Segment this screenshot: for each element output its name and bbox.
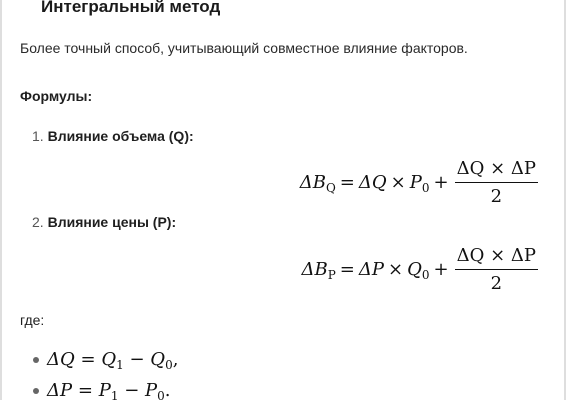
math-sub: 0: [421, 268, 430, 282]
math-term: Q: [407, 259, 422, 280]
math-sub: 0: [157, 389, 165, 403]
math-punct: ,: [172, 349, 179, 370]
math-op: −: [124, 380, 140, 401]
math-eq: =: [339, 172, 355, 193]
math-sub: 1: [110, 389, 119, 403]
fraction-denominator: 2: [490, 273, 503, 294]
math-term: ΔQ: [358, 172, 387, 193]
formula-price: [301, 245, 538, 294]
bullet-delta-p: [33, 380, 171, 401]
math-sub: 1: [116, 358, 124, 372]
section-title: Интегральный метод: [41, 0, 221, 16]
fraction-numerator: ΔQ × ΔP: [455, 158, 538, 183]
math-op: ×: [390, 172, 406, 193]
math-term: P: [409, 172, 422, 193]
fraction-numerator: ΔQ × ΔP: [455, 245, 538, 270]
math-term: Q: [101, 349, 117, 370]
math-eq: =: [80, 349, 96, 370]
list-number: 1.: [32, 128, 44, 144]
math-eq: =: [77, 380, 93, 401]
math-op: −: [129, 349, 145, 370]
math-punct: .: [164, 380, 171, 401]
bullet-delta-q: [33, 349, 178, 370]
math-fraction: [455, 245, 538, 294]
math-term: P: [98, 380, 111, 401]
math-sub: 0: [165, 358, 173, 372]
math-eq: =: [339, 259, 355, 280]
where-label: где:: [20, 312, 45, 328]
formulas-heading: Формулы:: [20, 88, 93, 104]
math-sub: P: [327, 268, 336, 282]
math-sub: 0: [421, 181, 430, 195]
bullet-dot: [33, 388, 39, 394]
math-lhs: ΔP: [47, 380, 73, 401]
math-lhs: ΔB: [301, 259, 328, 280]
math-fraction: [455, 158, 538, 207]
math-op: +: [433, 172, 449, 193]
formula-volume: [300, 158, 538, 207]
intro-text: Более точный способ, учитывающий совместное влияние факторов.: [20, 40, 468, 56]
list-item-label: Влияние объема (Q):: [47, 128, 194, 144]
math-term: P: [145, 380, 158, 401]
math-term: ΔP: [358, 259, 384, 280]
math-op: +: [433, 259, 449, 280]
list-number: 2.: [32, 214, 44, 230]
fraction-denominator: 2: [490, 186, 503, 207]
list-item-price: [32, 214, 176, 230]
list-item-volume: [32, 128, 194, 144]
math-op: ×: [388, 259, 404, 280]
list-item-label: Влияние цены (P):: [47, 214, 177, 230]
math-lhs: ΔQ: [47, 349, 75, 370]
math-lhs: ΔB: [299, 172, 326, 193]
math-term: Q: [150, 349, 166, 370]
math-sub: Q: [325, 181, 336, 195]
bullet-dot: [33, 357, 39, 363]
